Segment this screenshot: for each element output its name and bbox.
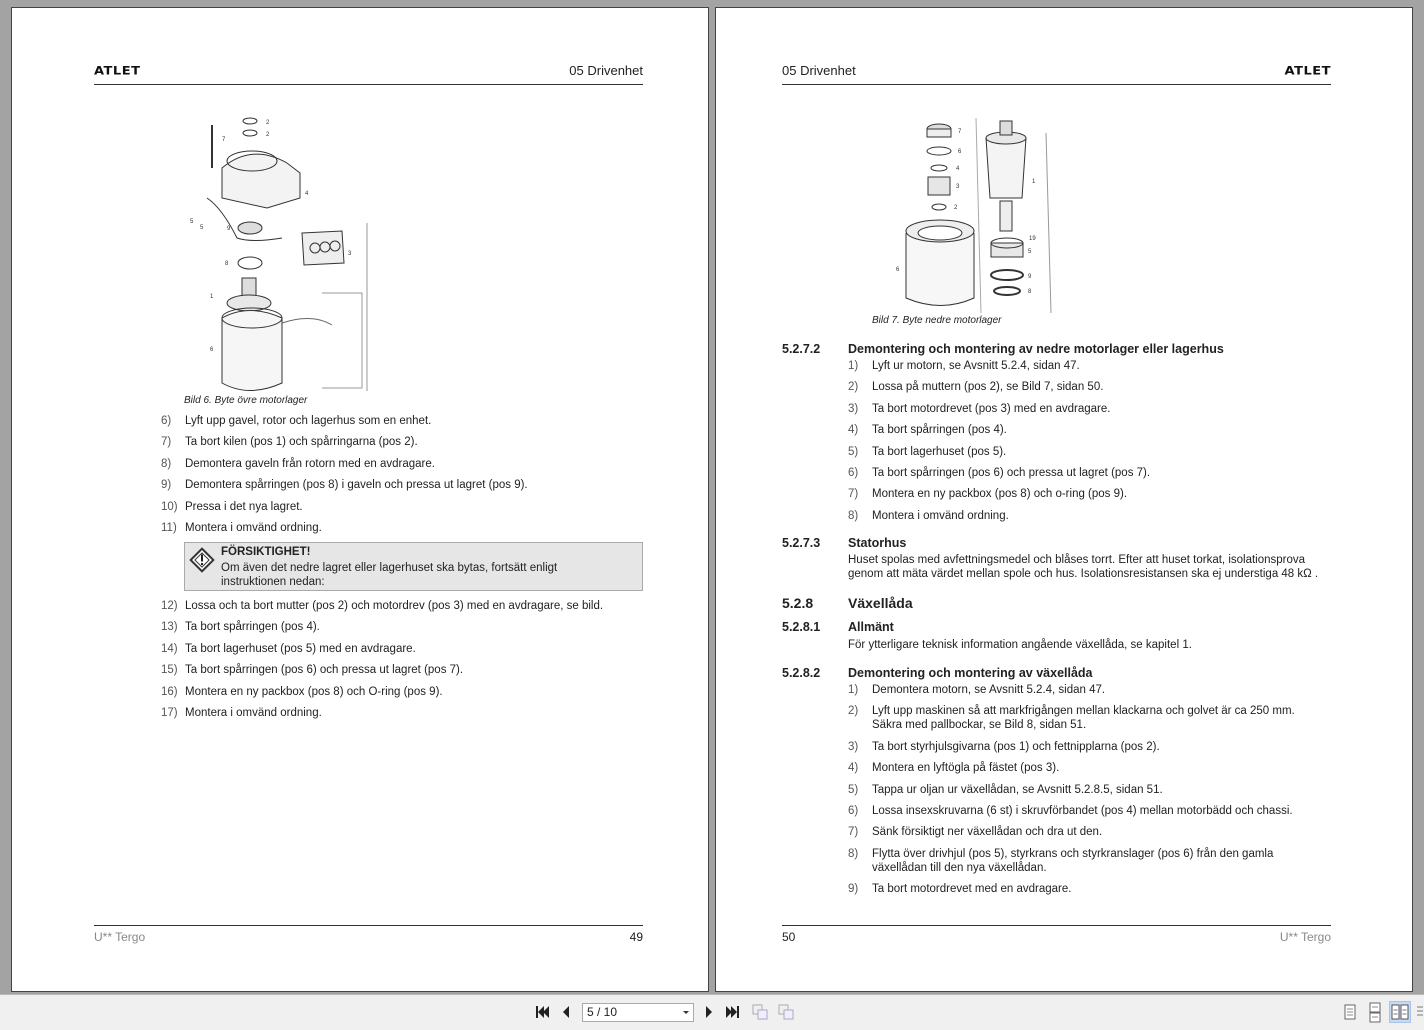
list-item: 10) Pressa i det nya lagret.: [161, 500, 303, 513]
list-item: 8) Flytta över drivhjul (pos 5), styrkrans och styrkranslager (pos 6) från den gamla växellådan till den nya växellådan.: [848, 847, 1274, 874]
two-page-icon: [1390, 1002, 1410, 1022]
caution-text: Om även det nedre lagret eller lagerhuset ska bytas, fortsätt enligt instruktionen nedan:: [221, 562, 558, 588]
list-item: 8) Demontera gaveln från rotorn med en avdragare.: [161, 457, 435, 470]
svg-text:8: 8: [1028, 289, 1032, 295]
caution-title: FÖRSIKTIGHET!: [221, 546, 311, 558]
figure-caption: Bild 6. Byte övre motorlager: [184, 395, 308, 406]
copy-page-alt-icon[interactable]: [777, 1003, 795, 1021]
chevron-down-icon: [683, 1011, 689, 1014]
list-item: 8) Montera i omvänd ordning.: [848, 509, 1009, 522]
view-two-page-continuous-button[interactable]: [1414, 1001, 1424, 1023]
svg-text:9: 9: [227, 226, 231, 232]
list-item: 17) Montera i omvänd ordning.: [161, 706, 322, 719]
allmant-paragraph: För ytterligare teknisk information angående växellåda, se kapitel 1.: [848, 639, 1192, 651]
svg-text:6: 6: [896, 267, 900, 273]
svg-text:6: 6: [210, 347, 214, 353]
svg-text:4: 4: [956, 166, 960, 172]
previous-page-icon[interactable]: [557, 1003, 575, 1021]
list-item: 15) Ta bort spårringen (pos 6) och pressa ut lagret (pos 7).: [161, 664, 464, 677]
view-two-page-button[interactable]: [1389, 1001, 1411, 1023]
exploded-diagram-upper-bearing: [182, 113, 372, 393]
svg-text:8: 8: [225, 261, 229, 267]
svg-text:3: 3: [956, 184, 960, 190]
exploded-diagram-lower-bearing: [866, 113, 1066, 318]
view-continuous-button[interactable]: [1364, 1001, 1386, 1023]
atlet-logo: ATLET: [94, 65, 141, 78]
chapter-title: 05 Drivenhet: [569, 63, 643, 78]
svg-text:1: 1: [210, 294, 214, 300]
continuous-page-icon: [1364, 1001, 1386, 1023]
statorhus-paragraph: Huset spolas med avfettningsmedel och blåses torrt. Efter att huset torkat, isolationsprova genom att mäta värdet mellan spole och hus. Isolationsresistansen ska ej understiga 48 kΩ .: [848, 554, 1319, 580]
list-item: 11) Montera i omvänd ordning.: [161, 521, 322, 534]
svg-text:7: 7: [958, 129, 962, 135]
document-page-49: [11, 7, 709, 992]
svg-text:19: 19: [1029, 236, 1036, 242]
list-item: 4) Ta bort spårringen (pos 4).: [848, 424, 1007, 437]
svg-text:2: 2: [954, 205, 958, 211]
figure-caption: Bild 7. Byte nedre motorlager: [872, 315, 1002, 326]
document-page-50: 05 Drivenhet ATLET 7 6 4 3 2 1 19 5 9 8 6 Bild 7. Byte nedre motorlager 5.2.7.2 Demontering och montering av nedre motorlager eller lagerhus 1) Lyft ur motorn, se Avsnitt 5.2.4, sidan 47. 2) Lossa på muttern (pos 2), se Bild 7, sidan 50. 3) Ta bort motordrevet (pos 3) med en avdragare. 4) Ta bort spårringen (pos 4). 5) Ta bort lagerhuset (pos 5). 6) Ta bort spårringen (pos 6) och pressa ut lagret (pos 7). 7) Montera en ny packbox (pos 8) och o-ring (pos 9). 8) Montera i omvänd ordning. 5.2.7.3 Statorhus Huset spolas med avfettningsmedel och blåses torrt. Efter att huset torkat, isolationsprova genom att mäta värdet mellan spole och hus. Isolationsresistansen ska ej understiga 48 kΩ . 5.2.8 Växellåda 5.2.8.1 Allmänt För ytterligare teknisk information angående växellåda, se kapitel 1. 5.2.8.2 Demontering och montering av växellåda 1) Demontera motorn, se Avsnitt 5.2.4, sidan 47. 2) Lyft upp maskinen så att markfrigången mellan klackarna och golvet är ca 250 mm. Säkra med pallbockar, se Bild 8, sidan 51. 3) Ta bort styrhjulsgivarna (pos 1) och fettnipplarna (pos 2). 4) Montera en lyftögla på fästet (pos 3). 5) Tappa ur oljan ur växellådan, se Avsnitt 5.2.8.5, sidan 51. 6) Lossa insexskruvarna (6 st) i skruvförbandet (pos 4) mellan motorbädd och chassi. 7) Sänk försiktigt ner växellådan och dra ut den. 8) Flytta över drivhjul (pos 5), styrkrans och styrkranslager (pos 6) från den gamla växellådan till den nya växellådan. 9) Ta bort motordrevet med en avdragare. 50 U** Tergo: [715, 7, 1413, 992]
chapter-title: 05 Drivenhet: [782, 63, 856, 78]
atlet-logo: ATLET: [1284, 65, 1331, 78]
list-item: 1) Demontera motorn, se Avsnitt 5.2.4, sidan 47.: [848, 684, 1106, 696]
svg-text:5: 5: [1028, 249, 1032, 255]
single-page-icon: [1339, 1001, 1361, 1023]
caution-box: [184, 542, 643, 591]
svg-text:2: 2: [266, 120, 270, 126]
step-list-5-2-8-2: [848, 683, 1318, 904]
list-item: 5) Tappa ur oljan ur växellådan, se Avsnitt 5.2.8.5, sidan 51.: [848, 783, 1163, 796]
page-footer: [782, 925, 1331, 944]
svg-text:5: 5: [190, 219, 194, 225]
list-item: 5) Ta bort lagerhuset (pos 5).: [848, 445, 1007, 458]
step-list-5-2-7-2: [848, 359, 1328, 530]
product-name: U** Tergo: [94, 930, 146, 944]
page-header: [782, 62, 1331, 85]
list-item: 16) Montera en ny packbox (pos 8) och O-ring (pos 9).: [161, 685, 443, 698]
view-single-page-button[interactable]: [1339, 1001, 1361, 1023]
page-number: 49: [629, 930, 643, 944]
svg-text:6: 6: [958, 149, 962, 155]
svg-text:4: 4: [305, 191, 309, 197]
list-item: 3) Ta bort styrhjulsgivarna (pos 1) och fettnipplarna (pos 2).: [848, 740, 1160, 753]
list-item: 7) Montera en ny packbox (pos 8) och o-ring (pos 9).: [848, 488, 1128, 501]
page-header: [94, 62, 643, 85]
page-indicator: 5 / 10: [587, 1005, 618, 1019]
svg-text:7: 7: [222, 137, 226, 143]
step-list-b: [161, 599, 641, 727]
warning-diamond-icon: [189, 547, 215, 573]
next-page-icon[interactable]: [700, 1003, 718, 1021]
list-item: 2) Lyft upp maskinen så att markfrigången mellan klackarna och golvet är ca 250 mm. Säkra med pallbockar, se Bild 8, sidan 51.: [848, 705, 1295, 732]
list-item: 3) Ta bort motordrevet (pos 3) med en avdragare.: [848, 402, 1111, 415]
product-name: U** Tergo: [1279, 930, 1331, 944]
list-item: 7) Ta bort kilen (pos 1) och spårringarna (pos 2).: [161, 436, 418, 449]
svg-text:3: 3: [348, 251, 352, 257]
list-item: 9) Ta bort motordrevet med en avdragare.: [848, 883, 1072, 896]
step-list-a: [161, 414, 641, 542]
list-item: 4) Montera en lyftögla på fästet (pos 3).: [848, 762, 1060, 775]
list-item: 6) Lossa insexskruvarna (6 st) i skruvförbandet (pos 4) mellan motorbädd och chassi.: [848, 804, 1293, 817]
list-item: 13) Ta bort spårringen (pos 4).: [161, 621, 320, 634]
list-item: 7) Sänk försiktigt ner växellådan och dra ut den.: [848, 826, 1103, 839]
list-item: 6) Lyft upp gavel, rotor och lagerhus som en enhet.: [161, 415, 432, 427]
svg-text:2: 2: [266, 132, 270, 138]
list-item: 2) Lossa på muttern (pos 2), se Bild 7, sidan 50.: [848, 381, 1104, 394]
svg-text:9: 9: [1028, 274, 1032, 280]
last-page-icon[interactable]: [724, 1003, 742, 1021]
list-item: 9) Demontera spårringen (pos 8) i gaveln och pressa ut lagret (pos 9).: [161, 479, 528, 492]
page-footer: [94, 925, 643, 944]
first-page-icon[interactable]: [533, 1003, 551, 1021]
page-number: 50: [782, 930, 796, 944]
page-selector[interactable]: [582, 1003, 694, 1022]
viewer-toolbar: [0, 994, 1424, 1030]
list-item: 1) Lyft ur motorn, se Avsnitt 5.2.4, sidan 47.: [848, 360, 1080, 372]
list-item: 14) Ta bort lagerhuset (pos 5) med en avdragare.: [161, 642, 416, 655]
list-item: 6) Ta bort spårringen (pos 6) och pressa ut lagret (pos 7).: [848, 466, 1151, 479]
two-page-continuous-icon: [1414, 1001, 1424, 1023]
svg-text:5: 5: [200, 225, 204, 231]
copy-page-icon[interactable]: [751, 1003, 769, 1021]
svg-text:1: 1: [1032, 179, 1036, 185]
list-item: 12) Lossa och ta bort mutter (pos 2) och motordrev (pos 3) med en avdragare, se bild.: [161, 600, 604, 612]
